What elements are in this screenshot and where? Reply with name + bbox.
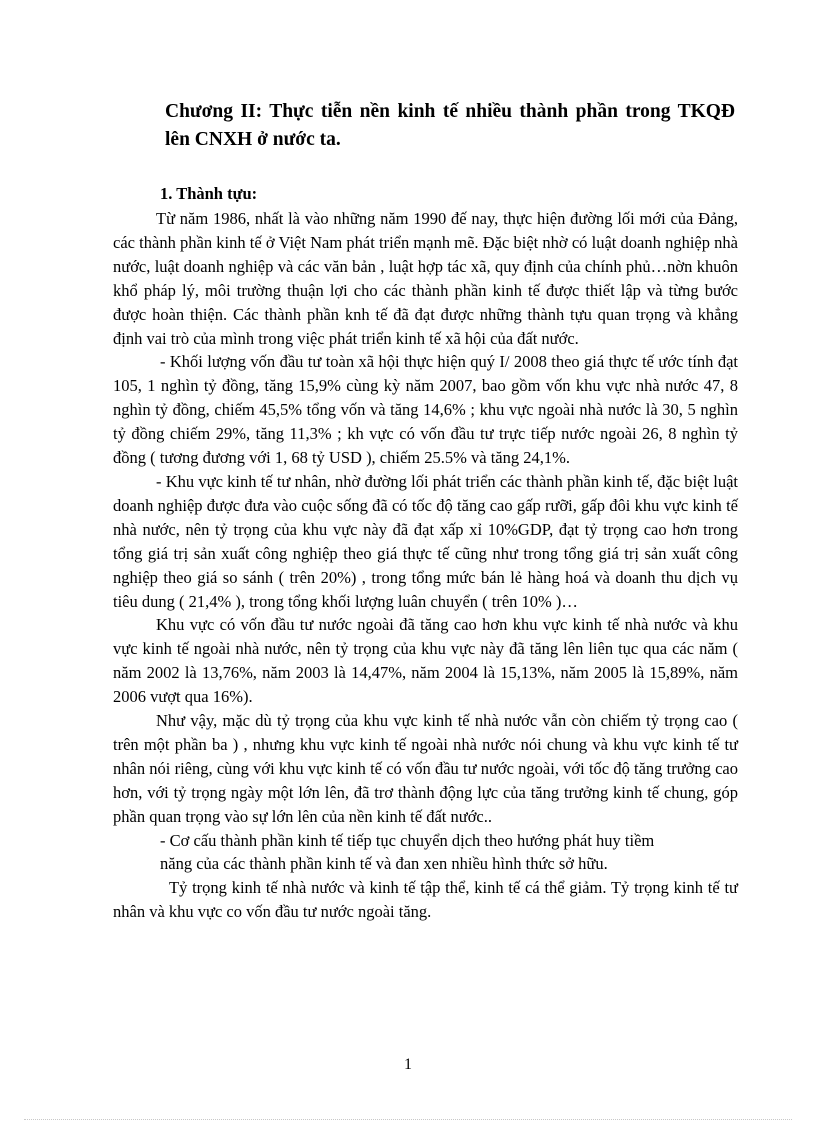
paragraph-summary: Như vậy, mặc dù tỷ trọng của khu vực kinh tế nhà nước vẫn còn chiếm tỷ trọng cao ( trên một phần ba ) , nhưng khu vực kinh tế ngoài nhà nước nói chung và khu vực kinh tế tư nhân nói riêng, cùng với khu vực kinh tế có vốn đầu tư nước ngoài, với tốc độ tăng trưởng cao hơn, với tỷ trọng ngày một lớn lên, đã trơ thành động lực của tăng trưởng kinh tế chung, góp phần quan trọng vào sự lớn lên của nền kinh tế đất nước.. [113,711,738,826]
page-break-line [24,1119,792,1120]
paragraph-share-change: Tỷ trọng kinh tế nhà nước và kinh tế tập thể, kinh tế cá thể giảm. Tỷ trọng kinh tế tư nhân và khu vực co vốn đầu tư nước ngoài tăng. [113,878,738,922]
paragraph-restructure [113,829,738,877]
restructure-line-2: năng của các thành phần kinh tế và đan xen nhiều hình thức sở hữu. [160,854,608,874]
paragraph-investment: - Khối lượng vốn đầu tư toàn xã hội thực hiện quý I/ 2008 theo giá thực tế ước tính đạt 105, 1 nghìn tỷ đồng, tăng 15,9% cùng kỳ năm 2007, bao gồm vốn khu vực nhà nước 47, 8 nghìn tỷ đồng, chiếm 45,5% tổng vốn và tăng 14,6% ; khu vực ngoài nhà nước là 30, 5 nghìn tỷ đồng chiếm 29%, tăng 11,3% ; kh vực có vốn đầu tư trực tiếp nước ngoài 26, 8 nghìn tỷ đồng ( tương đương với 1, 68 tỷ USD ), chiếm 25.5% và tăng 24,1%. [113,352,738,468]
body-text [113,207,738,924]
restructure-line-1: - Cơ cấu thành phần kinh tế tiếp tục chuyển dịch theo hướng phát huy tiềm [160,830,655,850]
paragraph-fdi-sector: Khu vực có vốn đầu tư nước ngoài đã tăng cao hơn khu vực kinh tế nhà nước và khu vực kinh tế ngoài nhà nước, nên tỷ trọng của khu vực này đã tăng lên liên tục qua các năm ( năm 2002 là 13,76%, năm 2003 là 14,47%, năm 2004 là 15,13%, năm 2005 là 15,89%, năm 2006 vượt qua 16%). [113,615,738,707]
chapter-title: Chương II: Thực tiễn nền kinh tế nhiều thành phần trong TKQĐ lên CNXH ở nước ta. [165,101,735,150]
section-heading: 1. Thành tựu: [160,184,258,203]
paragraph-intro: Từ năm 1986, nhất là vào những năm 1990 đế nay, thực hiện đường lối mới của Đảng, các thành phần kinh tế ở Việt Nam phát triển mạnh mẽ. Đặc biệt nhờ có luật doanh nghiệp nhà nước, luật doanh nghiệp và các văn bản , luật hợp tác xã, quy định của chính phủ…nờn khuôn khổ pháp lý, môi trường thuận lợi cho các thành phần kinh tế được thiết lập và từng bước được hoàn thiện. Các thành phần knh tế đã đạt được những thành tựu quan trọng và khẳng định vai trò của mình trong việc phát triển kinh tế xã hội của đất nước. [113,209,738,348]
paragraph-private-sector: - Khu vực kinh tế tư nhân, nhờ đường lối phát triển các thành phần kinh tế, đặc biệt luật doanh nghiệp được đưa vào cuộc sống đã có tốc độ tăng cao gấp rưỡi, gấp đôi khu vực kinh tế nhà nước, nên tỷ trọng của khu vực này đã đạt xấp xỉ 10%GDP, đạt tỷ trọng cao hơn trong tổng giá trị sản xuất công nghiệp theo giá thực tế cũng như trong tổng giá trị sản xuất công nghiệp theo giá so sánh ( trên 20%) , trong tổng mức bán lẻ hàng hoá và doanh thu dịch vụ tiêu dung ( 21,4% ), trong tổng khối lượng luân chuyển ( trên 10% )… [113,471,738,611]
page-number: 1 [404,1056,412,1073]
